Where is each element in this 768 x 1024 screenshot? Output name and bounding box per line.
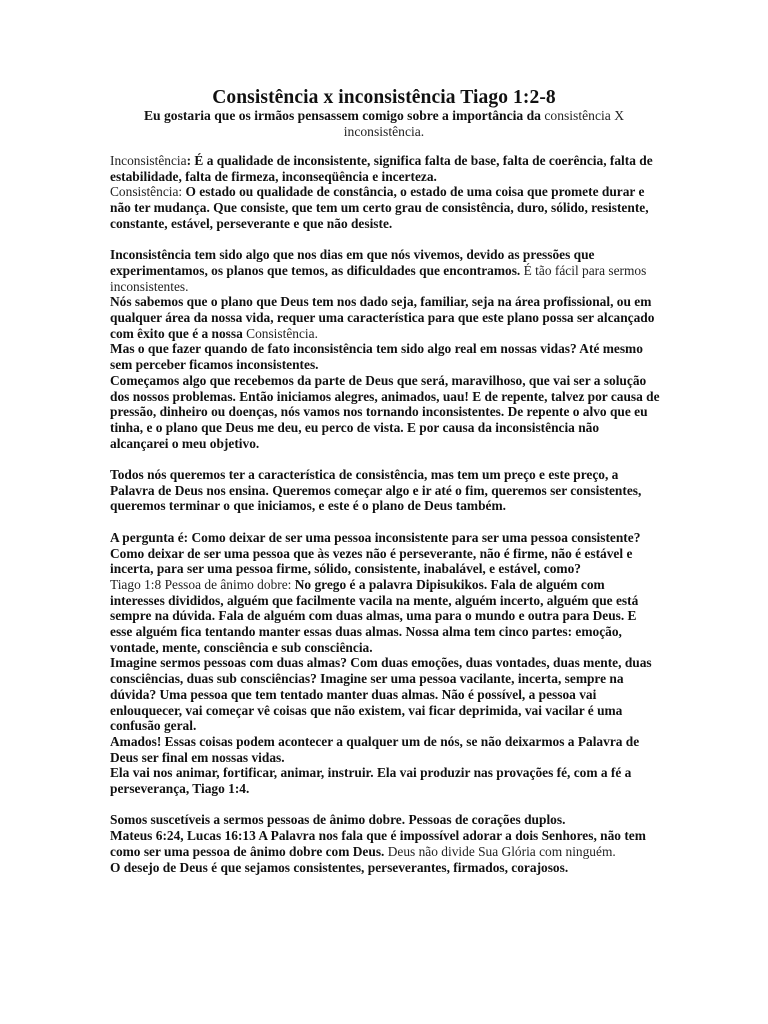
spacer <box>110 797 660 813</box>
paragraph <box>110 294 660 341</box>
paragraph <box>110 765 660 796</box>
paragraph <box>110 530 660 577</box>
paragraph-bold: A pergunta é: Como deixar de ser uma pessoa inconsistente para ser uma pessoa consistente? Como deixar de ser uma pessoa que às vezes não é perseverante, não é firme, não é estável e incerta, para ser uma pessoa firme, sólido, consistente, inabalável, e estável, como? <box>110 529 641 577</box>
spacer <box>110 232 660 248</box>
paragraph-bold: Mateus 6:24, Lucas 16:13 A Palavra nos fala que é impossível adorar a dois Senhores, não tem como ser uma pessoa de ânimo dobre com Deus. <box>110 828 646 859</box>
subtitle-light: consistência X inconsistência. <box>343 108 625 139</box>
paragraph <box>110 247 660 294</box>
paragraph-light: Deus não divide Sua Glória com ninguém. <box>384 843 616 859</box>
paragraph-bold: Todos nós queremos ter a característica de consistência, mas tem um preço e este preço, a Palavra de Deus nos ensina. Queremos começar algo e ir até o fim, queremos ser consistentes, queremos terminar o que iniciamos, e este é o plano de Deus também. <box>110 467 642 514</box>
paragraph-light: É tão fácil para sermos inconsistentes. <box>110 262 647 294</box>
paragraph <box>110 184 660 231</box>
spacer <box>110 451 660 467</box>
paragraph-bold: Somos suscetíveis a sermos pessoas de ânimo dobre. Pessoas de corações duplos. <box>110 812 566 828</box>
paragraph-light: Consistência: <box>110 184 186 200</box>
paragraph <box>110 655 660 734</box>
paragraph <box>110 153 660 184</box>
paragraph-bold: Inconsistência tem sido algo que nos dias em que nós vivemos, devido as pressões que experimentamos, os planos que temos, as dificuldades que encontramos. <box>110 247 595 278</box>
paragraph <box>110 812 660 828</box>
paragraph-bold: Mas o que fazer quando de fato inconsistência tem sido algo real em nossas vidas? Até mesmo sem perceber ficamos inconsistentes. <box>110 341 643 373</box>
paragraph <box>110 373 660 452</box>
document-title: Consistência x inconsistência Tiago 1:2-8 <box>212 87 556 108</box>
paragraph-bold: : É a qualidade de inconsistente, significa falta de base, falta de coerência, falta de estabilidade, falta de firmeza, inconseqüência e incerteza. <box>110 153 653 184</box>
paragraph-light: Consistência. <box>242 325 318 341</box>
paragraph-bold: No grego é a palavra Dipisukikos. Fala de alguém com interesses divididos, alguém que facilmente vacila na mente, alguém incerto, alguém que está sempre na dúvida. Fala de alguém com duas almas, uma para o mundo e outra para Deus. E esse alguém fica tentando manter essas duas almas. Nossa alma tem cinco partes: emoção, vontade, mente, consciência e sub consciência. <box>110 576 639 655</box>
paragraph <box>110 467 660 514</box>
spacer <box>110 514 660 530</box>
paragraph-bold: Amados! Essas coisas podem acontecer a qualquer um de nós, se não deixarmos a Palavra de Deus ser final em nossas vidas. <box>110 733 640 765</box>
document-subtitle <box>120 108 648 140</box>
paragraph-bold: Começamos algo que recebemos da parte de Deus que será, maravilhoso, que vai ser a solução dos nossos problemas. Então iniciamos alegres, animados, uau! E de repente, talvez por causa de pressão, dinheiro ou doenças, nós vamos nos tornando inconsistentes. De repente o alvo que eu tinha, e o plano que Deus me deu, eu perco de vista. E por causa da inconsistência não alcançarei o meu objetivo. <box>110 372 660 451</box>
paragraph-bold: O estado ou qualidade de constância, o estado de uma coisa que promete durar e não ter mudança. Que consiste, que tem um certo grau de consistência, duro, sólido, resistente, constante, estável, perseverante e que não desiste. <box>110 184 649 231</box>
paragraph <box>110 828 660 859</box>
paragraph <box>110 734 660 765</box>
document-body <box>110 153 660 875</box>
paragraph-bold: Imagine sermos pessoas com duas almas? Com duas emoções, duas vontades, duas mente, duas consciências, duas sub consciências? Imagine ser uma pessoa vacilante, incerta, sempre na dúvida? Uma pessoa que tem tentado manter duas almas. Não é possível, a pessoa vai enlouquecer, vai começar vê coisas que não existem, vai ficar deprimida, vai vacilar é uma confusão geral. <box>110 655 652 734</box>
paragraph-bold: Ela vai nos animar, fortificar, animar, instruir. Ela vai produzir nas provações fé, com a fé a perseverança, Tiago 1:4. <box>110 765 632 797</box>
paragraph-bold: Nós sabemos que o plano que Deus tem nos dado seja, familiar, seja na área profissional, ou em qualquer área da nossa vida, requer uma característica para que este plano possa ser alcançado com êxito que é a nossa <box>110 294 655 341</box>
paragraph <box>110 341 660 372</box>
paragraph-light: Inconsistência <box>110 153 187 168</box>
paragraph-light: Tiago 1:8 Pessoa de ânimo dobre: <box>110 576 295 592</box>
subtitle-bold: Eu gostaria que os irmãos pensassem comigo sobre a importância da <box>143 108 541 123</box>
paragraph-bold: O desejo de Deus é que sejamos consistentes, perseverantes, firmados, corajosos. <box>110 859 569 875</box>
paragraph <box>110 860 660 876</box>
paragraph <box>110 577 660 656</box>
